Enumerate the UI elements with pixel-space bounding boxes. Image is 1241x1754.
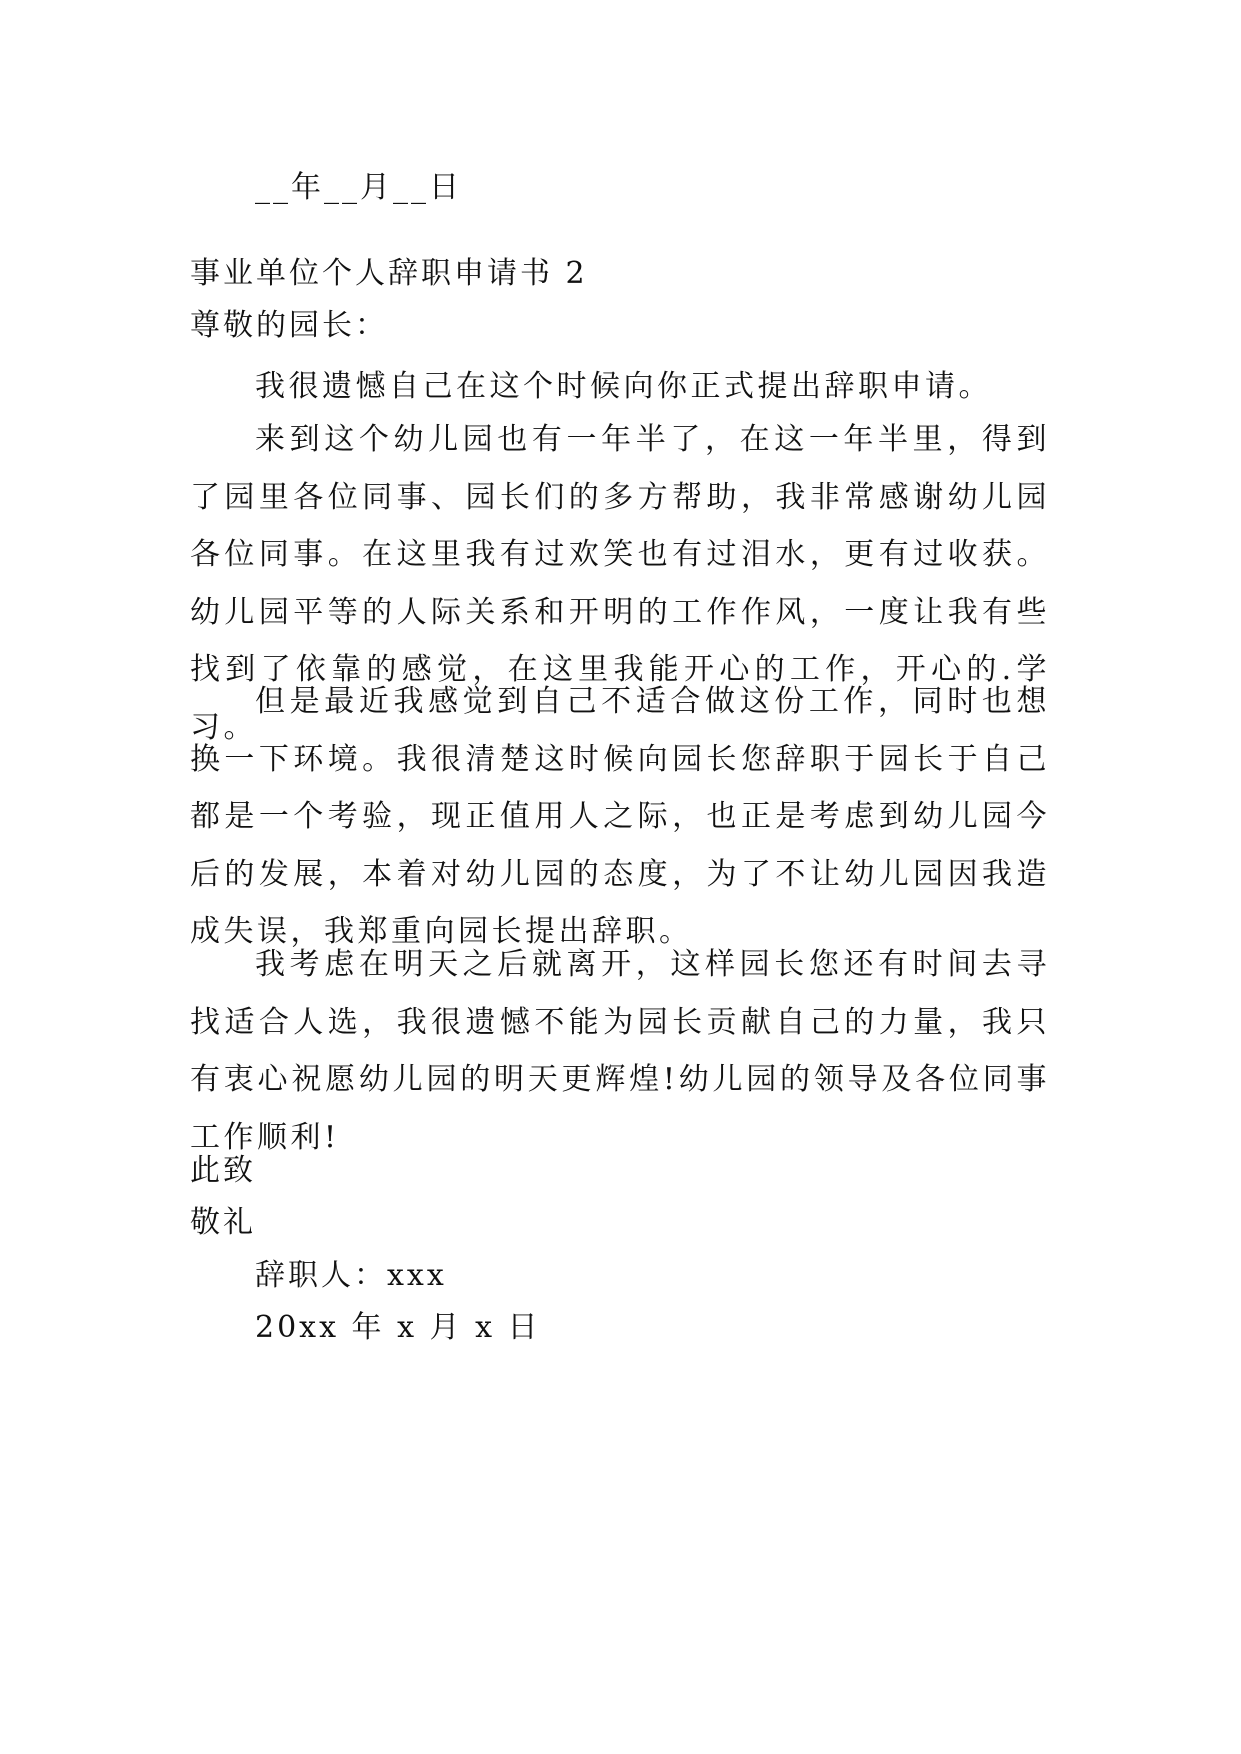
paragraph-2: 来到这个幼儿园也有一年半了，在这一年半里，得到了园里各位同事、园长们的多方帮助，我非常感谢幼儿园各位同事。在这里我有过欢笑也有过泪水，更有过收获。幼儿园平等的人际关系和开明的工作作风，一度让我有些找到了依靠的感觉，在这里我能开心的工作，开心的.学习。: [190, 422, 1050, 745]
paragraph-3: 但是最近我感觉到自己不适合做这份工作，同时也想换一下环境。我很清楚这时候向园长您辞职于园长于自己都是一个考验，现正值用人之际，也正是考虑到幼儿园今后的发展，本着对幼儿园的态度，为了不让幼儿园因我造成失误，我郑重向园长提出辞职。: [190, 684, 1050, 950]
closing-jingli: 敬礼: [190, 1205, 256, 1240]
paragraph-4: 我考虑在明天之后就离开，这样园长您还有时间去寻找适合人选，我很遗憾不能为园长贡献自己的力量，我只有衷心祝愿幼儿园的明天更辉煌!幼儿园的领导及各位同事工作顺利!: [190, 947, 1050, 1155]
salutation: 尊敬的园长：: [190, 308, 388, 343]
date-placeholder: __年__月__日: [255, 170, 462, 205]
closing-cizhi: 此致: [190, 1153, 256, 1188]
paragraph-1: 我很遗憾自己在这个时候向你正式提出辞职申请。: [255, 369, 992, 404]
signature-date: 20xx 年 x 月 x 日: [255, 1310, 541, 1345]
signature-name: 辞职人：xxx: [255, 1258, 447, 1293]
document-title: 事业单位个人辞职申请书 2: [190, 256, 588, 291]
